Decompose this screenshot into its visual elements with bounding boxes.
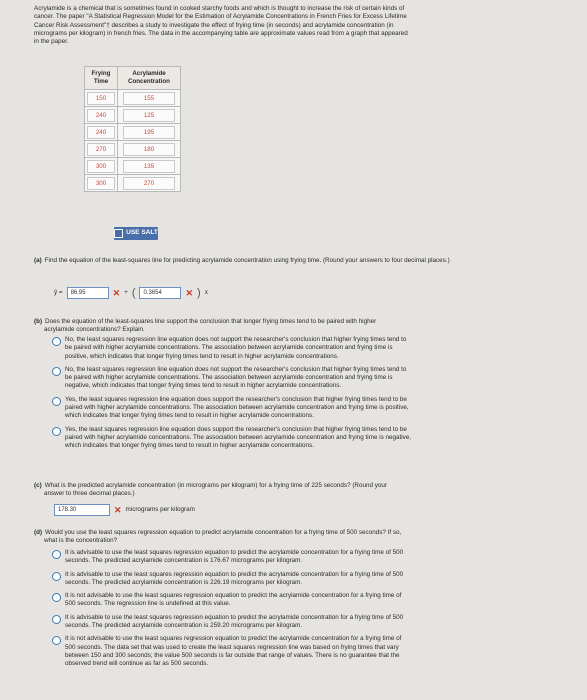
- table-cell: 240: [87, 109, 115, 122]
- table-row: [85, 141, 181, 158]
- table-cell: 150: [87, 92, 115, 105]
- radio-button[interactable]: [52, 397, 61, 406]
- radio-button[interactable]: [52, 550, 61, 559]
- table-cell: 270: [87, 143, 115, 156]
- question-b-text: acrylamide concentrations? Explain.: [44, 326, 145, 334]
- question-label: (a): [34, 257, 42, 264]
- option-line: It is not advisable to use the least squares regression equation to predict the acrylamide concentration for a frying time of: [65, 635, 402, 643]
- intercept-input[interactable]: 86.95: [67, 287, 109, 299]
- table-row: [85, 107, 181, 124]
- open-paren: (: [131, 287, 136, 299]
- table-cell: 125: [123, 109, 175, 122]
- question-b: [34, 318, 556, 335]
- table-cell: 300: [87, 177, 115, 190]
- radio-button[interactable]: [52, 572, 61, 581]
- header-acrylamide: Acrylamide Concentration: [118, 67, 181, 90]
- table-cell: 270: [123, 177, 175, 190]
- radio-option[interactable]: [52, 592, 522, 609]
- radio-button[interactable]: [52, 636, 61, 645]
- radio-option[interactable]: [52, 635, 522, 668]
- table-row: [85, 158, 181, 175]
- x-variable: x: [204, 289, 208, 297]
- table-header-row: [85, 67, 181, 90]
- slope-input[interactable]: 0.3654: [139, 287, 181, 299]
- concentration-input[interactable]: 178.30: [54, 504, 110, 516]
- question-b-text: Does the equation of the least-squares line support the conclusion that longer frying times tend to be paired with higher: [45, 318, 377, 325]
- option-line: which indicates that longer frying times tend to result in higher acrylamide concentrations.: [65, 442, 314, 450]
- question-d-options: [52, 549, 522, 674]
- table-row: [85, 124, 181, 141]
- option-line: be paired with higher acrylamide concentrations. The association between acrylamide concentration and frying time is: [65, 374, 393, 382]
- use-salt-label: USE SALT: [126, 229, 158, 237]
- table-row: [85, 90, 181, 107]
- option-line: paired with higher acrylamide concentrations. The association between acrylamide concentration and frying time is positive,: [65, 404, 409, 412]
- regression-equation: [54, 286, 208, 301]
- unit-label: micrograms per kilogram: [125, 505, 195, 513]
- option-line: between 150 and 300 seconds; the value 500 seconds is far outside that range of values. There is no guarantee that the: [65, 651, 400, 659]
- option-line: No, the least squares regression line equation does not support the researcher's conclusion that higher frying times tend to: [65, 365, 407, 373]
- table-cell: 195: [123, 126, 175, 139]
- option-line: Yes, the least squares regression line equation does support the researcher's conclusion that higher frying times tend to be: [65, 425, 407, 433]
- option-line: Yes, the least squares regression line equation does support the researcher's conclusion that higher frying times tend to be: [65, 395, 407, 403]
- option-line: seconds. The predicted acrylamide concentration is 176.67 micrograms per kilogram.: [65, 557, 303, 565]
- table-cell: 240: [87, 126, 115, 139]
- table-cell: 300: [87, 160, 115, 173]
- option-line: It is advisable to use the least squares regression equation to predict the acrylamide concentration for a frying time of 500: [65, 570, 404, 578]
- salt-calculator-icon: [114, 229, 123, 238]
- table-cell: 135: [123, 160, 175, 173]
- question-label: (b): [34, 318, 43, 325]
- problem-intro: [34, 5, 556, 46]
- option-line: No, the least squares regression line equation does not support the researcher's conclusion that higher frying times tend to: [65, 336, 407, 343]
- question-label: (d): [34, 529, 43, 536]
- question-b-options: [52, 336, 522, 456]
- radio-button[interactable]: [52, 593, 61, 602]
- radio-option[interactable]: [52, 366, 522, 391]
- table-cell: 180: [123, 143, 175, 156]
- option-line: paired with higher acrylamide concentrations. The association between acrylamide concentration and frying time is negative,: [65, 433, 412, 441]
- radio-button[interactable]: [52, 427, 61, 436]
- close-paren: ): [197, 287, 201, 299]
- question-d-text: Would you use the least squares regression equation to predict acrylamide concentration for a frying time of 500 seconds? If so,: [45, 529, 402, 536]
- option-line: seconds. The predicted acrylamide concentration is 259.20 micrograms per kilogram.: [65, 622, 303, 630]
- plus-sign: +: [124, 289, 128, 297]
- y-hat-label: ŷ =: [54, 289, 63, 297]
- table-row: [85, 175, 181, 192]
- option-line: observed trend will continue as far as 500 seconds.: [65, 660, 209, 668]
- option-line: which indicates that longer frying times tend to result in higher acrylamide concentrations.: [65, 412, 314, 420]
- radio-button[interactable]: [52, 337, 61, 346]
- question-a: [34, 257, 556, 265]
- option-line: 500 seconds. The data set that was used to create the least squares regression line was based on frying times that vary: [65, 643, 399, 651]
- question-d-text: what is the concentration?: [44, 537, 118, 545]
- option-line: It is not advisable to use the least squares regression equation to predict the acrylamide concentration for a frying time of: [65, 592, 402, 600]
- intro-line: Acrylamide is a chemical that is sometimes found in cooked starchy foods and which is thought to increase the risk of certain kinds of: [34, 5, 405, 12]
- option-line: seconds. The predicted acrylamide concentration is 226.19 micrograms per kilogram.: [65, 578, 303, 586]
- radio-button[interactable]: [52, 615, 61, 624]
- radio-option[interactable]: [52, 571, 522, 588]
- intro-line: in the paper.: [34, 38, 69, 46]
- x-mark-icon: ✕: [112, 287, 121, 298]
- use-salt-button[interactable]: [114, 227, 158, 240]
- data-table: [84, 66, 181, 192]
- question-c-answer: [54, 504, 195, 516]
- radio-option[interactable]: [52, 426, 522, 451]
- header-frying-time: Frying Time: [85, 67, 118, 90]
- intro-line: cancer. The paper "A Statistical Regression Model for the Estimation of Acrylamide Concentrations in French Fries for Excess Lifetime: [34, 13, 407, 21]
- question-c-text: answer to three decimal places.): [44, 490, 135, 498]
- option-line: 500 seconds. The regression line is undefined at this value.: [65, 600, 231, 608]
- radio-option[interactable]: [52, 336, 522, 361]
- table-cell: 155: [123, 92, 175, 105]
- x-mark-icon: ✕: [185, 287, 194, 298]
- radio-option[interactable]: [52, 396, 522, 421]
- question-d: [34, 529, 556, 546]
- option-line: be paired with higher acrylamide concentrations. The association between acrylamide concentration and frying time is: [65, 344, 393, 352]
- question-c: [34, 482, 556, 499]
- option-line: negative, which indicates that longer frying times tend to result in higher acrylamide concentrations.: [65, 382, 342, 390]
- x-mark-icon: ✕: [114, 504, 122, 515]
- question-a-text: Find the equation of the least-squares line for predicting acrylamide concentration using frying time. (Round your answers to four decimal places.): [44, 257, 450, 264]
- option-line: positive, which indicates that longer frying times tend to result in higher acrylamide concentrations.: [65, 352, 339, 360]
- question-c-text: What is the predicted acrylamide concentration (in micrograms per kilogram) for a frying time of 225 seconds? (Round your: [44, 482, 387, 489]
- option-line: It is advisable to use the least squares regression equation to predict the acrylamide concentration for a frying time of 500: [65, 613, 404, 621]
- intro-line: micrograms per kilogram) in french fries. The data in the accompanying table are approximate values read from a graph that appeared: [34, 29, 408, 37]
- radio-button[interactable]: [52, 367, 61, 376]
- question-label: (c): [34, 482, 42, 489]
- intro-line: Cancer Risk Assessment"† describes a study to investigate the effect of frying time (in seconds) and acrylamide concentration (in: [34, 21, 394, 29]
- radio-option[interactable]: [52, 549, 522, 566]
- radio-option[interactable]: [52, 614, 522, 631]
- option-line: It is advisable to use the least squares regression equation to predict the acrylamide concentration for a frying time of 500: [65, 549, 404, 556]
